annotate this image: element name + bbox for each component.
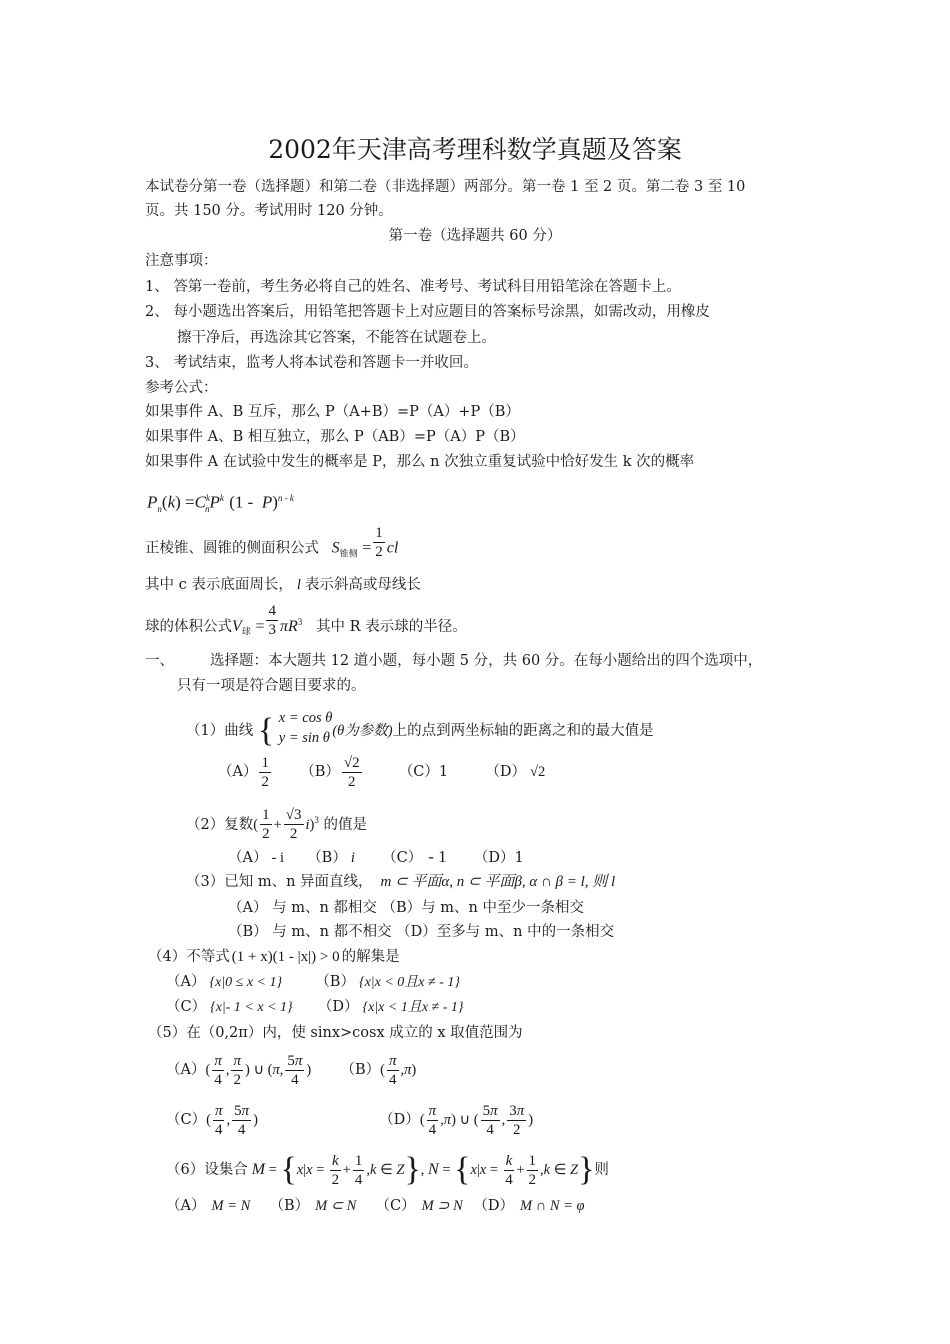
question-4-options-ab: （A） {x|0 ≤ x < 1} （B） {x|x < 0且x ≠ - 1} [166, 974, 460, 990]
note-item-2: 2、 每小题选出答案后，用铅笔把答题卡上对应题目的答案标号涂黑，如需改动，用橡皮 [145, 304, 710, 320]
question-6-options: （A） M = N （B） M ⊂ N （C） M ⊃ N （D） M ∩ N = φ [166, 1198, 585, 1214]
question-5-options-cd: （C）( $\frac{\pi}{4}$ , $\frac{5\pi}{4}$ ) （D）( $\frac{\pi}{4}$ ,π) ∪ ( $\frac{5\pi}{4}$ , $\frac{3\pi}{2}$ ) [166, 1102, 534, 1138]
question-1-options: （A） $\frac{1}{2}$ （B） $\frac{√2}{2}$ （C）1 （D） √2 [218, 754, 546, 790]
question-5: （5）在（0,2π）内，使 sinx>cosx 成立的 x 取值范围为 [148, 1025, 523, 1041]
formulas-heading: 参考公式： [145, 380, 218, 396]
formula-bernoulli: $P_n(k) =C^k_nP^k$ (1 - P)$^{n - k}$ [147, 492, 294, 515]
question-4: （4）不等式 (1 + x)(1 - |x|) > 0 的解集是 [148, 949, 400, 965]
note-item-3: 3、 考试结束，监考人将本试卷和答题卡一并收回。 [145, 355, 478, 371]
formula-sphere: 球的体积公式$V_球$ = $\frac{4}{3}$ $\pi R^3$ 其中 R 表示球的半径。 [145, 603, 467, 639]
formula-bernoulli-text: 如果事件 A 在试验中发生的概率是 P，那么 n 次独立重复试验中恰好发生 k 次的概率 [145, 454, 695, 470]
question-3-option-cd: （B） 与 m、n 都不相交 （D）至多与 m、n 中的一条相交 [228, 924, 615, 940]
formula-cone: 正棱锥、圆锥的侧面积公式 $S_{锥侧}$ = $\frac{1}{2}$ cl [145, 525, 399, 560]
question-3-option-ab: （A） 与 m、n 都相交 （B）与 m、n 中至少一条相交 [228, 900, 584, 916]
question-3: （3）已知 m、n 异面直线， m ⊂ 平面α, n ⊂ 平面β, α ∩ β = l, 则 l [186, 874, 616, 890]
part1-line-2: 只有一项是符合题目要求的。 [177, 678, 366, 694]
question-2-options: （A） - i （B） i （C） - 1 （D）1 [228, 847, 524, 866]
note-item-1: 1、 答第一卷前，考生务必将自己的姓名、准考号、考试科目用铅笔涂在答题卡上。 [145, 279, 681, 295]
notes-heading: 注意事项： [145, 253, 218, 269]
question-1: （1）曲线 { x = cos θ y = sin θ (θ为参数)上的点到两坐标轴的距离之和的最大值是 [186, 710, 654, 749]
formula-independent: 如果事件 A、B 相互独立，那么 P（AB）=P（A）P（B） [145, 429, 525, 445]
formula-mutex: 如果事件 A、B 互斥，那么 P（A+B）=P（A）+P（B） [145, 404, 520, 420]
question-4-options-cd: （C） {x|- 1 < x < 1} （D） {x|x < 1且x ≠ - 1} [166, 999, 464, 1015]
question-2: （2）复数( $\frac{1}{2}$ + $\frac{√3}{2}$ i)$^3$ 的值是 [186, 807, 367, 843]
question-6: （6）设集合 M = {x|x = $\frac{k}{2}$ + $\frac{1}{4}$ ,k ∈ Z}, N = {x|x = $\frac{k}{4}$ + $\frac{1}{2}$ ,k ∈ Z}则 [166, 1151, 609, 1188]
intro-line-1: 本试卷分第一卷（选择题）和第二卷（非选择题）两部分。第一卷 1 至 2 页。第二卷 3 至 10 [145, 179, 746, 195]
part1-number: 一、 [145, 653, 174, 669]
page-title: 2002年天津高考理科数学真题及答案 [268, 135, 682, 164]
formula-cone-note: 其中 c 表示底面周长， l 表示斜高或母线长 [145, 577, 421, 593]
section-heading: 第一卷（选择题共 60 分） [388, 228, 562, 244]
note-item-2-cont: 擦干净后，再选涂其它答案，不能答在试题卷上。 [177, 330, 496, 346]
question-5-options-ab: （A）( $\frac{\pi}{4}$ , $\frac{\pi}{2}$ ) ∪ (π, $\frac{5\pi}{4}$ ) （B）( $\frac{\pi}{4}$ ,π) [166, 1052, 417, 1088]
intro-line-2: 页。共 150 分。考试用时 120 分钟。 [145, 203, 393, 219]
part1-line-1: 选择题：本大题共 12 道小题，每小题 5 分，共 60 分。在每小题给出的四个选项中， [210, 653, 763, 669]
